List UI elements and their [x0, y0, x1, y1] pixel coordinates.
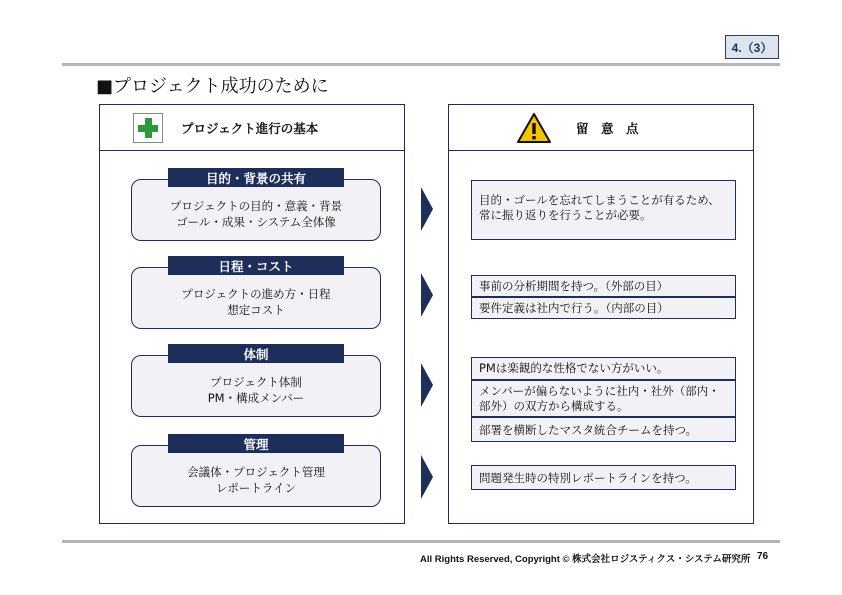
category-label-organization: 体制 — [168, 344, 344, 363]
arrow-right-icon — [421, 187, 433, 231]
note-item: 要件定義は社内で行う。（内部の目） — [471, 297, 736, 319]
category-line: 想定コスト — [227, 303, 285, 317]
page-number: 76 — [757, 551, 769, 562]
category-line: PM・構成メンバー — [207, 391, 305, 405]
category-box-management — [131, 445, 381, 507]
section-badge: 4.（3） — [725, 35, 779, 59]
note-item: 目的・ゴールを忘れてしまうことが有るため、常に振り返りを行うことが必要。 — [471, 180, 736, 240]
category-box-organization — [131, 355, 381, 417]
category-line: プロジェクト体制 — [210, 375, 302, 389]
category-line: プロジェクトの目的・意義・背景 — [169, 199, 343, 213]
arrow-right-icon — [421, 455, 433, 499]
category-line: プロジェクトの進め方・日程 — [181, 287, 331, 301]
green-cross-icon — [133, 113, 163, 143]
note-item: 問題発生時の特別レポートラインを持つ。 — [471, 465, 736, 490]
arrow-right-icon — [421, 363, 433, 407]
category-box-schedule — [131, 267, 381, 329]
category-label-schedule: 日程・コスト — [168, 256, 344, 275]
arrow-right-icon — [421, 273, 433, 317]
category-line: 会議体・プロジェクト管理 — [187, 465, 325, 479]
category-label-management: 管理 — [168, 434, 344, 453]
note-item: PMは楽観的な性格でない方がいい。 — [471, 357, 736, 380]
page-title: ■プロジェクト成功のために — [96, 76, 329, 97]
category-line: レポートライン — [215, 481, 297, 495]
warning-triangle-icon — [516, 112, 552, 144]
note-item: 事前の分析期間を持つ。（外部の目） — [471, 275, 736, 297]
category-label-purpose: 目的・背景の共有 — [168, 168, 344, 187]
basics-panel-title: プロジェクト進行の基本 — [181, 120, 319, 136]
top-divider — [62, 63, 780, 66]
note-item: 部署を横断したマスタ統合チームを持つ。 — [471, 417, 736, 442]
bottom-divider — [62, 540, 780, 543]
copyright-text: All Rights Reserved, Copyright © 株式会社ロジスティクス・システム研究所 — [420, 554, 751, 565]
notes-panel-header — [449, 105, 753, 151]
notes-panel-title: 留 意 点 — [576, 120, 639, 136]
note-item: メンバーが偏らないように社内・社外（部内・部外）の双方から構成する。 — [471, 380, 736, 417]
basics-panel-header — [100, 105, 404, 151]
category-line: ゴール・成果・システム全体像 — [176, 215, 336, 229]
category-box-purpose — [131, 179, 381, 241]
